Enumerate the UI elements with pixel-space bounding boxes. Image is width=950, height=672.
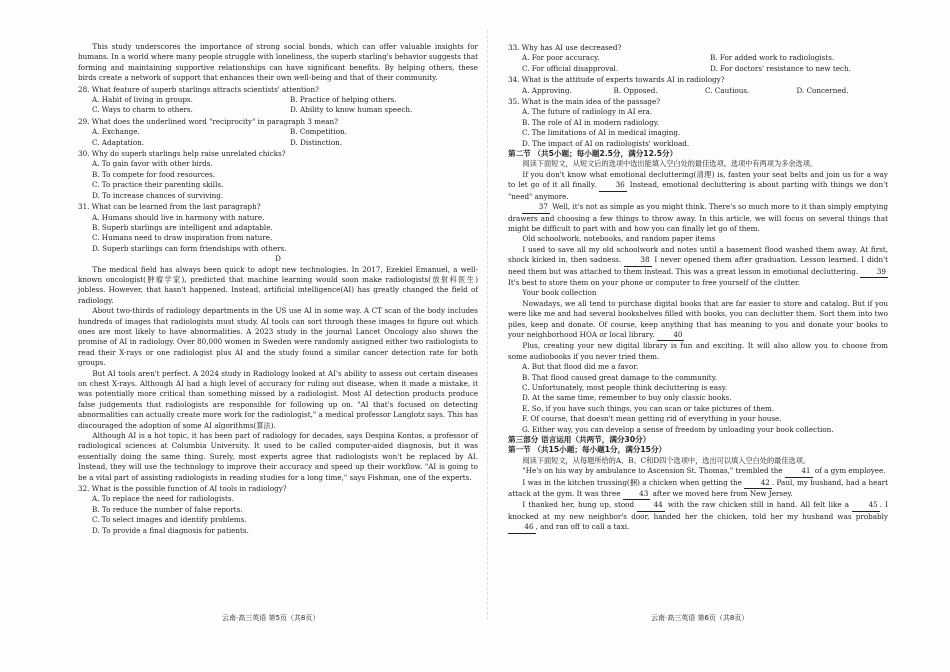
option-b[interactable]: B. Opposed. [613, 85, 658, 95]
cloze-option-f[interactable]: F. Of course, that doesn't mean getting rid of everything in your house. [522, 414, 782, 424]
question-32 [78, 484, 478, 536]
blank-39[interactable]: 39 [860, 267, 888, 278]
cloze-option-g[interactable]: G. Either way, you can develop a sense of freedom by unloading your book collection. [522, 424, 834, 434]
subheading-schoolwork: Old schoolwork, notebooks, and random paper items [522, 234, 716, 244]
option-a[interactable]: A. Approving. [522, 85, 572, 95]
text-segment: I was in the kitchen trussing(捆) a chicken when getting the [522, 477, 742, 487]
part-3-instruction: 阅读下面短文，从每题所给的A、B、C和D四个选项中，选出可以填入空白处的最佳选项。 [522, 455, 811, 465]
option-d[interactable]: D. Superb starlings can form friendships with others. [92, 243, 287, 253]
option-b[interactable]: B. To compete for food resources. [92, 169, 216, 179]
story-paragraph-1 [508, 466, 888, 477]
blank-46[interactable]: 46 [508, 522, 536, 533]
text-segment: with the raw chicken still in hand. All felt like a [667, 500, 850, 510]
option-b[interactable]: B. Superb starlings are intelligent and adaptable. [92, 222, 273, 232]
right-column [508, 42, 888, 534]
option-d[interactable]: D. To increase chances of surviving. [92, 190, 224, 200]
text-segment: . I knocked at my new neighbor's door, handed her the chicken, told her my husband was probably [508, 500, 888, 521]
page-footer-right: 云南·高三英语 第6页（共8页） [651, 614, 749, 622]
text-segment: If you don't know what emotional decluttering(清理) is, fasten your seat belts and join us for a way to let go of it all finally. [508, 169, 888, 190]
option-b[interactable]: B. For added work to radiologists. [710, 53, 835, 63]
option-d[interactable]: D. To provide a final diagnosis for patients. [92, 525, 249, 535]
option-a[interactable]: A. For poor accuracy. [522, 53, 600, 63]
left-column [78, 42, 478, 536]
text-segment: "He's on his way by ambulance to Ascension St. Thomas," trembled the [522, 466, 783, 476]
question-30 [78, 149, 478, 201]
blank-45[interactable]: 45 [852, 500, 880, 511]
cloze-option-b[interactable]: B. That flood caused great damage to the community. [522, 372, 718, 382]
cloze-option-c[interactable]: C. Unfortunately, most people think decluttering is easy. [522, 383, 728, 392]
cloze-option-d[interactable]: D. At the same time, remember to buy only classic books. [522, 393, 732, 403]
option-d[interactable]: D. For doctors' resistance to new tech. [710, 63, 851, 73]
cloze-paragraph-4 [508, 299, 888, 342]
question-35 [508, 97, 888, 149]
passage-d-paragraph-2: About two-thirds of radiology departments in the US use AI in some way. A CT scan of the body includes hundreds of images that radiologists must study. AI tools can sort through these images to figure out which ones are most likely to have abnormalities. A 2023 study in the journal Lancet Oncology also shows the promise of AI in radiology. Over 80,000 women in Sweden were randomly assigned either two radiologists to read their X-rays or one radiologist plus AI and the study found a similar cancer detection rate for both groups. [78, 306, 478, 368]
option-a[interactable]: A. Habit of living in groups. [92, 95, 193, 105]
option-c[interactable]: C. To select images and identify problems. [92, 515, 247, 525]
text-segment: It's best to store them on your phone or computer to free yourself of the clutter. [508, 277, 800, 287]
passage-c-ending: This study underscores the importance of strong social bonds, which can offer valuable insights for humans. In a world where many people struggle with loneliness, the superb starling's behavior suggests that forming and maintaining supportive relationships can have significant benefits. By helping others, these birds create a network of support that enhances their own well-being and that of their community. [78, 42, 478, 83]
option-c[interactable]: C. The limitations of AI in medical imaging. [522, 128, 681, 138]
text-segment: , and ran off to call a taxi. [535, 522, 630, 532]
question-31 [78, 202, 478, 254]
question-stem: 30. Why do superb starlings help raise unrelated chicks? [78, 149, 286, 159]
blank-37[interactable]: 37 [522, 202, 550, 213]
option-a[interactable]: A. The future of radiology in AI era. [522, 107, 653, 117]
question-stem: 33. Why has AI use decreased? [508, 43, 622, 52]
passage-d-paragraph-3: But AI tools aren't perfect. A 2024 study in Radiology looked at AI's ability to assess out certain diseases on chest X-rays. Although AI had a high level of accuracy for ruling out disease, when it made a mistake, it was potentially more critical than something missed by a radiologist. Most AI detection products produce false judgements that radiologists are responsible for following up on. "AI that's focused on detecting abnormalities can actually create more work for the radiologist," a medical professor Langlotz says. This has discouraged the adoption of some AI algorithms(算法). [78, 368, 478, 430]
text-segment: I used to save all my old schoolwork and notes until a basement flood washed them away. At first, shock kicked in, then sadness. [508, 244, 888, 265]
option-c[interactable]: C. Humans need to draw inspiration from nature. [92, 233, 273, 243]
blank-42[interactable]: 42 [744, 478, 772, 489]
cloze-option-a[interactable]: A. But that flood did me a favor. [522, 362, 639, 372]
section-2-header: 第二节 （共5小题；每小题2.5分，满分12.5分） [508, 149, 678, 159]
subheading-books: Your book collection [522, 288, 597, 298]
blank-41[interactable]: 41 [785, 466, 813, 477]
question-stem: 29. What does the underlined word "reciprocity" in paragraph 3 mean? [78, 116, 339, 126]
column-divider [487, 30, 488, 620]
blank-43[interactable]: 43 [623, 489, 651, 500]
section-2-instruction: 阅读下面短文，从短文后的选项中选出能填入空白处的最佳选项。选项中有两项为多余选项。 [522, 159, 818, 169]
cloze-paragraph-2 [508, 202, 888, 234]
option-b[interactable]: B. The role of AI in modern radiology. [522, 117, 660, 127]
question-stem: 28. What feature of superb starlings attracts scientists' attention? [78, 84, 319, 94]
option-c[interactable]: C. Ways to charm to others. [92, 105, 193, 115]
text-segment: Instead, emotional decluttering is about parting with things we don't "need" anymore. [508, 180, 888, 201]
text-segment: I thanked her, hung up, stood [522, 500, 635, 510]
option-c[interactable]: C. For official disapproval. [522, 63, 619, 73]
option-d[interactable]: D. Concerned. [796, 85, 849, 95]
option-d[interactable]: D. Distinction. [290, 137, 343, 147]
option-a[interactable]: A. Humans should live in harmony with nature. [92, 212, 265, 222]
text-segment: Well, it's not as simple as you might think. There's so much more to it than simply emptying drawers and choosing a few things to throw away. In this article, we will focus on several things that might be difficult to part with and how you can finally let go of them. [508, 202, 888, 233]
blank-44[interactable]: 44 [637, 500, 665, 511]
option-d[interactable]: D. The impact of AI on radiologists' workload. [522, 138, 690, 148]
question-stem: 32. What is the possible function of AI tools in radiology? [78, 484, 287, 494]
option-c[interactable]: C. To practice their parenting skills. [92, 180, 224, 190]
question-29 [78, 117, 478, 148]
cloze-option-e[interactable]: E. So, if you have such things, you can scan or take pictures of them. [522, 403, 775, 413]
text-segment: . Paul, my husband, had a heart attack at the gym. It was three [508, 477, 888, 499]
option-a[interactable]: A. To replace the need for radiologists. [92, 494, 234, 504]
text-segment: I never opened them after graduation. Lesson learned. I didn't need them but was attached to them instead. This was a great lesson in emotional decluttering. [508, 255, 888, 276]
blank-38[interactable]: 38 [624, 255, 652, 266]
cloze-paragraph-3 [508, 245, 888, 289]
story-paragraph-3 [508, 500, 888, 533]
question-28 [78, 85, 478, 116]
page-footer-left: 云南·高三英语 第5页（共8页） [222, 614, 320, 622]
option-c[interactable]: C. Adaptation. [92, 137, 145, 147]
question-stem: 31. What can be learned from the last paragraph? [78, 202, 261, 212]
part-3-header: 第三部分 语言运用（共两节，满分30分） [508, 435, 651, 445]
option-b[interactable]: B. To reduce the number of false reports. [92, 504, 243, 514]
passage-d-paragraph-4: Although AI is a hot topic, it has been part of radiology for decades, says Despina Kontos, a professor of radiological sciences at Columbia University. It used to be called computer-aided diagnosis, but it was essentially doing the same thing. Surely, most experts agree that radiologists won't be replaced by AI. Instead, they will use the technology to improve their accuracy and speed up their workflow. "AI is going to be a vital part of assisting radiologists in reading studies for a long time," says Fishman, one of the experts. [78, 431, 478, 482]
story-paragraph-2 [508, 478, 888, 501]
text-segment: Nowadays, we all tend to purchase digital books that are far easier to store and catalog. But if you were like me and had several bookshelves filled with books, you can declutter them. Sort them into two piles, keep and donate. Of course, keep anything that has meaning to you and donate your books to your neighborhood HOA or local library. [508, 298, 888, 339]
blank-40[interactable]: 40 [657, 330, 685, 341]
question-stem: 35. What is the main idea of the passage? [508, 97, 661, 107]
cloze-paragraph-5: Plus, creating your new digital library is fun and exciting. It will also allow you to choose from some audiobooks if you never tried them. [508, 341, 888, 361]
question-33 [508, 43, 888, 74]
cloze-paragraph-1 [508, 170, 888, 202]
option-b[interactable]: B. Competition. [290, 127, 347, 137]
option-d[interactable]: D. Ability to know human speech. [290, 105, 413, 115]
passage-d-paragraph-1: The medical field has always been quick to adopt new technologies. In 2017, Ezekiel Emanuel, a well-known oncologist(肿瘤学家), predicted that machine learning would soon make radiologists(放射科医生) jobless. However, that hasn't happened. Instead, artificial intelligence(AI) has greatly changed the field of radiology. [78, 264, 478, 305]
option-a[interactable]: A. To gain favor with other birds. [92, 159, 213, 169]
question-34 [508, 75, 888, 96]
part-3-section-1: 第一节 （共15小题；每小题1分，满分15分） [508, 445, 667, 455]
option-c[interactable]: C. Cautious. [705, 85, 750, 95]
option-a[interactable]: A. Exchange. [92, 127, 140, 137]
text-segment: of a gym employee. [814, 466, 886, 476]
passage-d-label: D [275, 254, 281, 264]
blank-36[interactable]: 36 [599, 180, 627, 191]
text-segment: after we moved here from New Jersey. [652, 489, 793, 499]
question-stem: 34. What is the attitude of experts towards AI in radiology? [508, 75, 725, 85]
option-b[interactable]: B. Practice of helping others. [290, 95, 397, 105]
